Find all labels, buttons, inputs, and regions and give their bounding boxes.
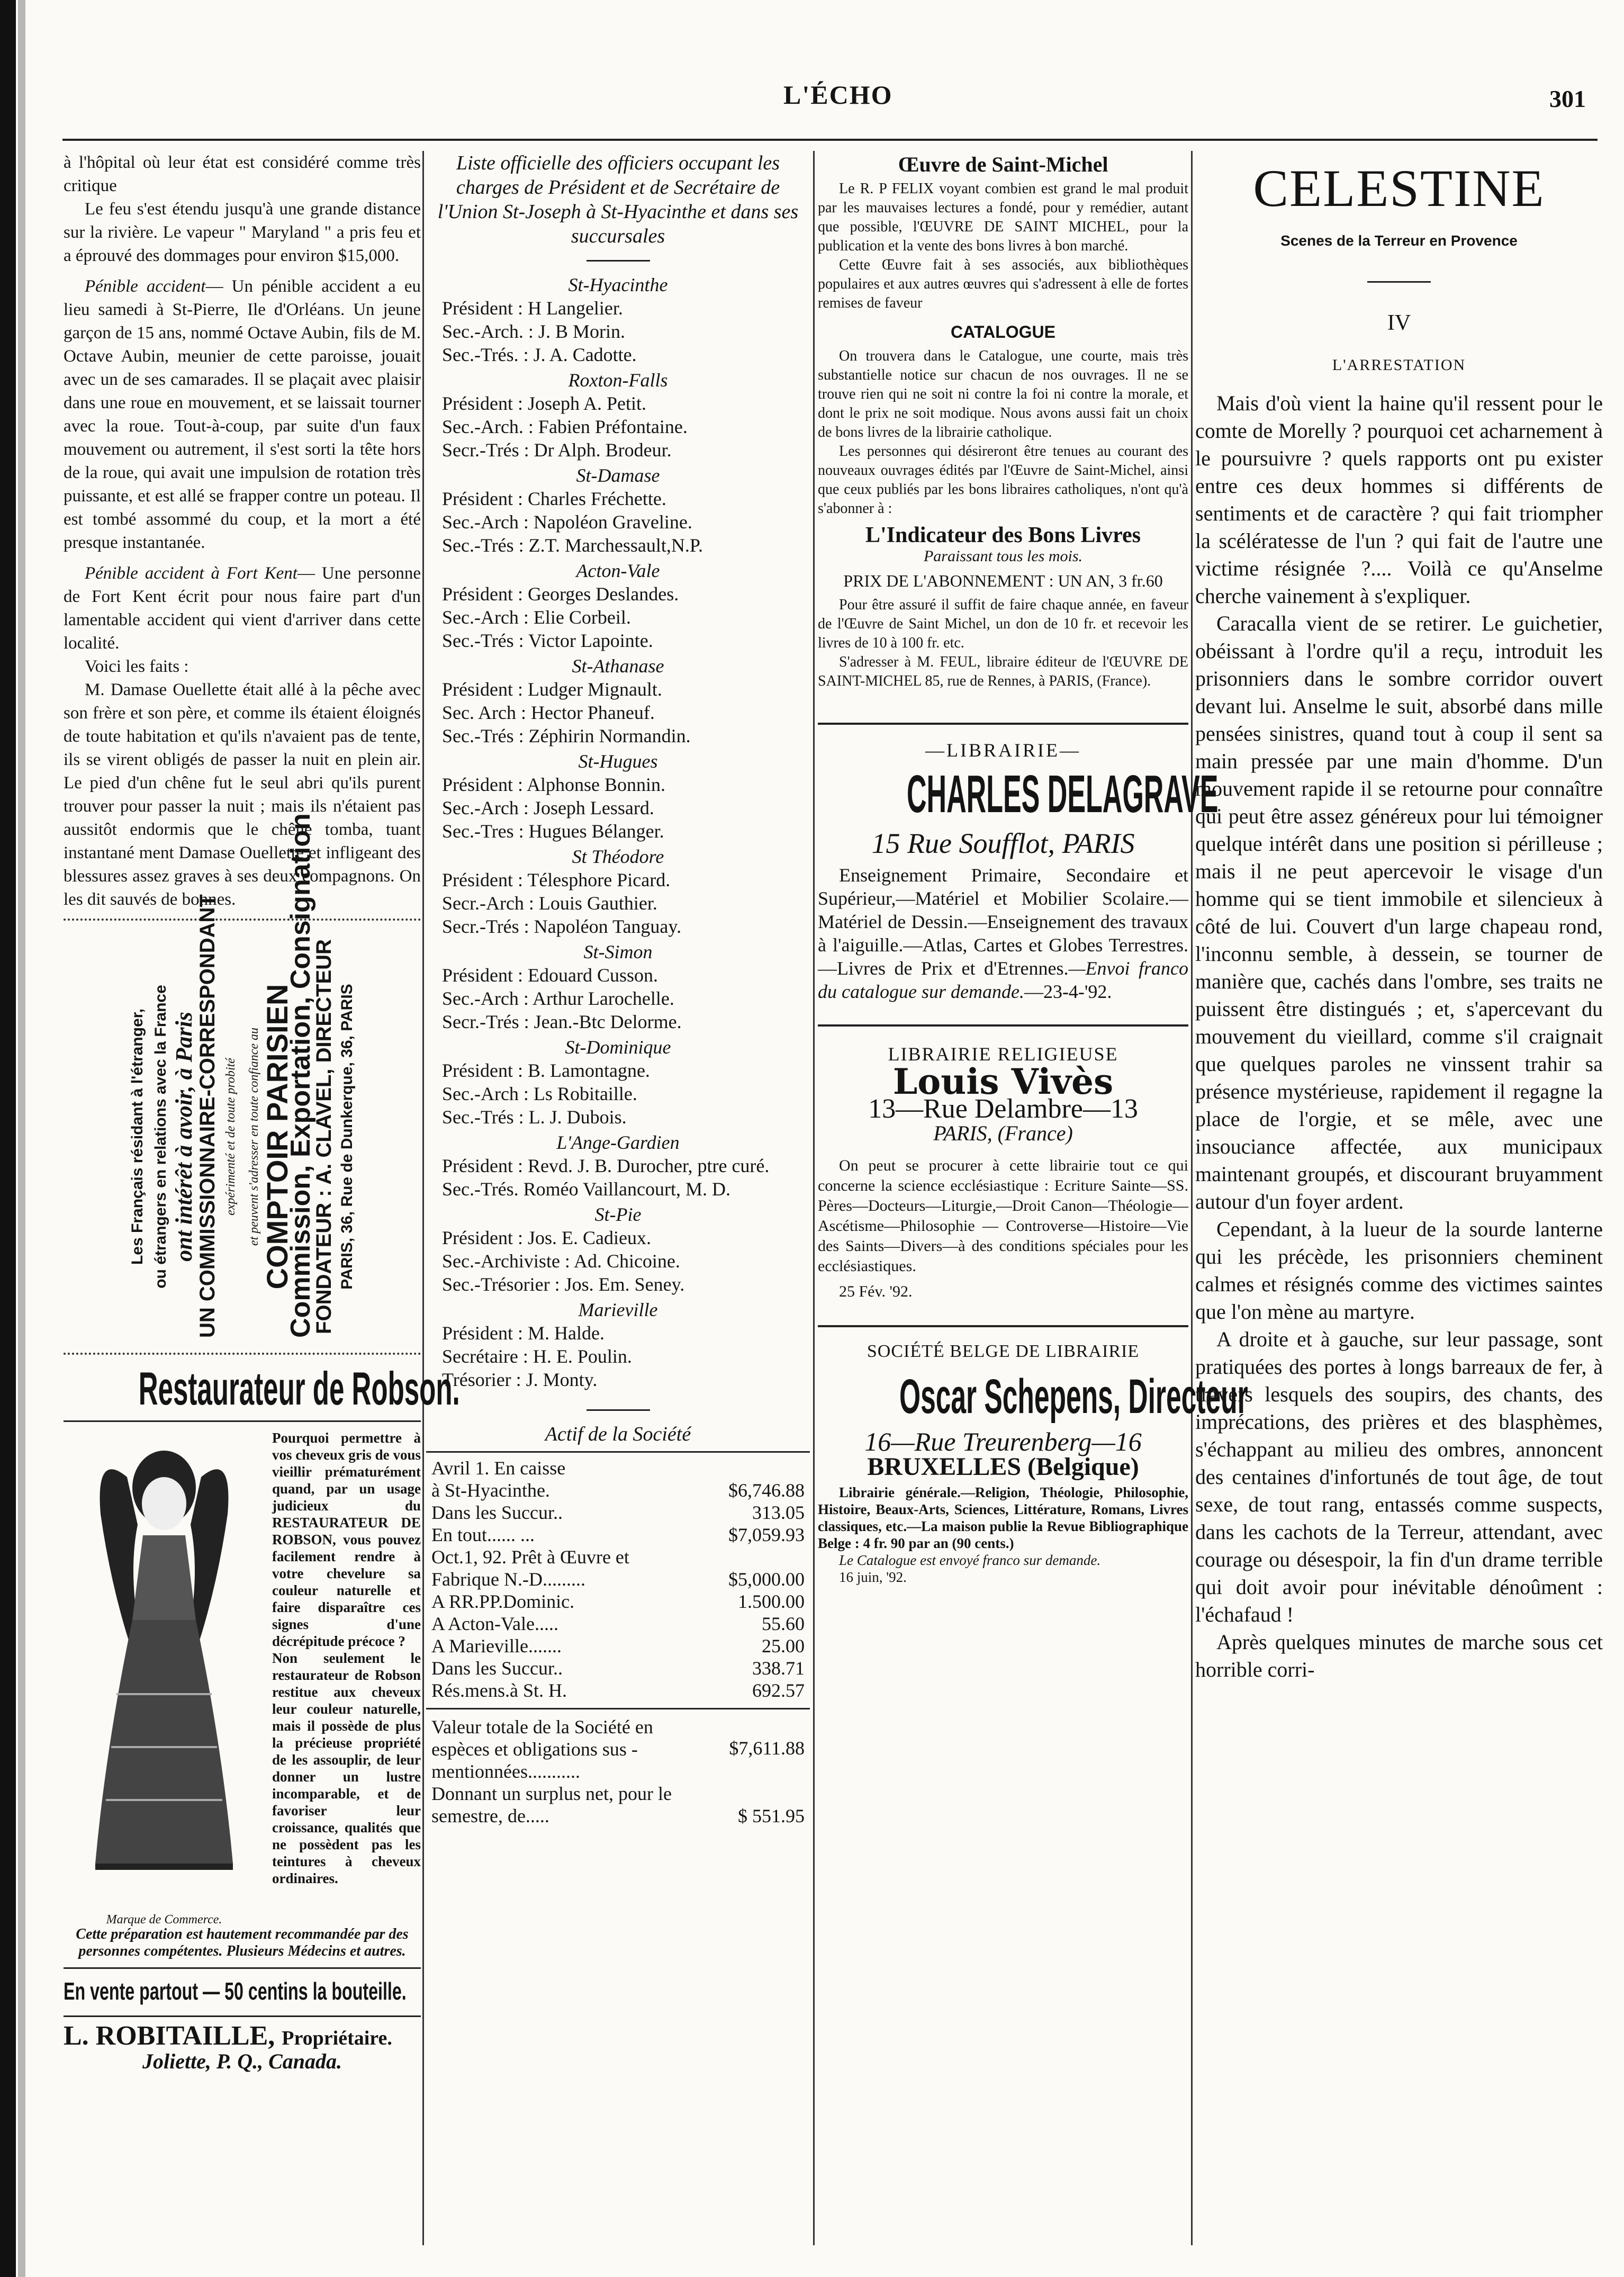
ad-line: et peuvent s'adresser en toute confiance au (247, 1027, 261, 1246)
abonnement-price: PRIX DE L'ABONNEMENT : UN AN, 3 fr.60 (843, 571, 1163, 590)
branch-town: St-Athanase (572, 655, 664, 677)
chapter-title: L'ARRESTATION (1332, 356, 1466, 374)
robson-title: Restaurateur de Robson. (138, 1362, 460, 1415)
officer-line: Président : Jos. E. Cadieux. (442, 1227, 651, 1248)
divider (64, 1353, 421, 1355)
divider (64, 1967, 421, 1969)
binding-edge (0, 0, 16, 2277)
story-text (1195, 390, 1603, 1684)
officer-line: Président : Joseph A. Petit. (442, 393, 646, 414)
ad-line: FONDATEUR : A. CLAVEL, DIRECTEUR (312, 939, 336, 1334)
officer-line: Secr.-Trés : Dr Alph. Brodeur. (442, 439, 672, 461)
officer-line: Sec.-Arch : Elie Corbeil. (442, 607, 631, 628)
officer-line: Sec.-Trés : L. J. Dubois. (442, 1106, 627, 1128)
donnant-label: Donnant un surplus net, pour le semestre, de..... (431, 1783, 672, 1826)
divider (587, 1409, 650, 1411)
officer-line: Président : Revd. J. B. Durocher, ptre curé. (442, 1155, 770, 1176)
officer-line: Sec.-Arch : Arthur Larochelle. (442, 988, 674, 1009)
woman-engraving-icon (64, 1429, 265, 1906)
officer-line: Président : Ludger Mignault. (442, 679, 662, 700)
officer-line: Sec.-Arch. : Fabien Préfontaine. (442, 416, 688, 437)
news-accident-2 (64, 562, 421, 655)
actif-label: Oct.1, 92. Prêt à Œuvre et Fabrique N.-D......... (431, 1546, 629, 1590)
ad-line: UN COMMISSIONNAIRE-CORRESPONDANT (195, 894, 219, 1338)
column-3 (818, 151, 1248, 1586)
divider (818, 1024, 1188, 1027)
robson-price: En vente partout — 50 centins la bouteille. (64, 1977, 407, 2005)
branch-town: Acton-Vale (576, 560, 660, 581)
ad-line: Commission, Exportation, Consignation (285, 813, 316, 1338)
officer-line: Président : Télesphore Picard. (442, 869, 671, 890)
news-paragraph: Voici les faits : (85, 657, 189, 676)
schepens-date: 16 juin, '92. (839, 1569, 907, 1585)
story-paragraph: Cependant, à la lueur de la sourde lanterne qui les précède, les prisonniers cheminent calmes et résignés comme des victimes saintes que l'on mène au martyre. (1195, 1217, 1603, 1324)
robson-title-wrap (64, 1362, 460, 1415)
actif-label: A Acton-Vale..... (431, 1613, 558, 1634)
actif-label: à St-Hyacinthe. (431, 1480, 550, 1501)
branch-town: Marieville (578, 1299, 658, 1320)
actif-amount: $6,746.88 (728, 1480, 805, 1501)
officer-line: Président : Georges Deslandes. (442, 583, 679, 605)
actif-amount: 1.500.00 (738, 1591, 805, 1612)
delagrave-address: 15 Rue Soufflot, PARIS (871, 827, 1135, 859)
actif-amount: 55.60 (762, 1613, 805, 1634)
librairie-address: S'adresser à M. FEUL, libraire éditeur de l'ŒUVRE DE SAINT-MICHEL 85, rue de Rennes, à PARIS, (France). (818, 654, 1188, 689)
catalogue-text: On trouvera dans le Catalogue, une courte, mais très substantielle notice sur chacun de nos ouvrages. Il ne se trouve rien qui ne soit ni contre la foi ni contre la morale, et dont le prix ne soit modique. Nous avons aussi fait un choix de bons livres de la librairie catholique. (818, 348, 1188, 440)
officer-line: Sec.-Trés : Z.T. Marchessault,N.P. (442, 535, 703, 556)
schepens-name-wrap (818, 1367, 1248, 1426)
ad-line: ou étrangers en relations avec la France (151, 985, 169, 1289)
actif-label: Dans les Succur.. (431, 1502, 563, 1523)
robson-text: Non seulement le restaurateur de Robson restitue aux cheveux leur couleur naturelle, mais il possède de plus la précieuse propriété de les assouplir, de leur donner un lustre incomparable, et de favoriser leur croissance, qualités que ne possèdent pas les teintures à cheveux ordinaires. (272, 1650, 421, 1886)
divider (587, 260, 650, 262)
delagrave-name-wrap (818, 764, 1219, 824)
proprietor-title: Propriétaire. (282, 2027, 392, 2049)
divider (818, 723, 1188, 725)
indicateur-title: L'Indicateur des Bons Livres (865, 523, 1141, 547)
valeur-label: Valeur totale de la Société en espèces et obligations sus - mentionnées........... (431, 1716, 653, 1782)
divider (64, 919, 421, 921)
schepens-city: BRUXELLES (Belgique) (867, 1453, 1139, 1481)
valeur-amount: $7,611.88 (729, 1738, 805, 1759)
actif-title: Actif de la Société (545, 1423, 691, 1445)
robson-address: Joliette, P. Q., Canada. (142, 2049, 342, 2073)
catalogue-title: CATALOGUE (951, 322, 1055, 341)
ad-line: Les Français résidant à l'étranger, (128, 1009, 146, 1265)
news-body: — Une personne de Fort Kent écrit pour nous faire part d'un lamentable accident qui vient d'arriver dans cette localité. (64, 564, 421, 653)
news-accident-1 (64, 275, 421, 554)
delagrave-name: CHARLES DELAGRAVE (907, 764, 1219, 824)
robson-price-wrap (64, 1976, 421, 2008)
proprietor-name: L. ROBITAILLE, (64, 2021, 275, 2051)
schepens-text: Librairie générale.—Religion, Théologie, Philosophie, Histoire, Beaux-Arts, Sciences, Littérature, Romans, Livres classiques, etc.—La maison publie la Revue Bibliographique Belge : 4 fr. 90 par an (90 cents.) (818, 1484, 1188, 1551)
oeuvre-title: Œuvre de Saint-Michel (898, 152, 1108, 176)
divider (426, 1708, 810, 1709)
actif-row (431, 1679, 805, 1702)
column-rule (1191, 151, 1193, 2245)
delagrave-body: Enseignement Primaire, Secondaire et Supérieur,—Matériel et Mobilier Scolaire.—Matériel de Dessin.—Enseignement des travaux à l'aiguille.—Atlas, Cartes et Globes Terrestres.—Livres de Prix et d'Etrennes. (818, 865, 1188, 979)
officer-line: Sec.-Trés : Zéphirin Normandin. (442, 725, 691, 746)
divider (64, 2015, 421, 2017)
feuilleton-title: CELESTINE (1253, 159, 1545, 218)
binding-shadow (18, 0, 25, 2277)
religieuse-label: LIBRAIRIE RELIGIEUSE (888, 1043, 1118, 1065)
trademark-label: Marque de Commerce. (106, 1913, 222, 1927)
actif-label: Avril 1. En caisse (431, 1457, 566, 1479)
column-rule (422, 151, 424, 2245)
officer-line: Sec.-Arch. : J. B Morin. (442, 321, 625, 342)
schepens-name: Oscar Schepens, Directeur (899, 1370, 1248, 1424)
branch-town: St-Hugues (578, 751, 658, 772)
actif-row (431, 1501, 805, 1524)
actif-amount: 313.05 (752, 1502, 805, 1523)
actif-row (431, 1546, 805, 1590)
officer-line: Président : B. Lamontagne. (442, 1060, 650, 1081)
actif-amount: $5,000.00 (728, 1569, 805, 1590)
officer-line: Président : Edouard Cusson. (442, 965, 658, 986)
catalogue-text: Les personnes qui désireront être tenues au courant des nouveaux ouvrages édités par l'Œuvre de Saint-Michel, ainsi que ceux publiés par les bons libraires catholiques, n'ont qu'à s'abonner à : (818, 443, 1188, 517)
branch-town: St-Dominique (565, 1037, 671, 1058)
actif-label: A Marieville....... (431, 1635, 562, 1657)
officer-line: Secrétaire : H. E. Poulin. (442, 1346, 632, 1367)
vives-text: On peut se procurer à cette librairie tout ce qui concerne la science ecclésiastique : Ecriture Sainte—SS. Pères—Docteurs—Liturgie,—Droit Canon—Théologie—Ascétisme—Philosophie — Controverse—Histoire—Vie des Saints—Divers—à des conditions spéciales pour les ecclésiastiques. (818, 1157, 1188, 1275)
officer-line: Président : Charles Fréchette. (442, 488, 666, 509)
donnant-row (426, 1783, 810, 1827)
librairie-label: —LIBRAIRIE— (925, 740, 1081, 761)
branch-town: St-Pie (594, 1204, 642, 1225)
vives-date: 25 Fév. '92. (839, 1283, 913, 1300)
news-headline: Pénible accident (85, 277, 206, 296)
column-rule (813, 151, 815, 2245)
chapter-number: IV (1387, 311, 1411, 335)
oeuvre-text: Cette Œuvre fait à ses associés, aux bibliothèques populaires et aux autres œuvres qui s'adressent à elle de fortes remises de faveur (818, 257, 1188, 311)
actif-label: En tout...... ... (431, 1524, 535, 1545)
divider (1367, 281, 1431, 283)
officer-line: Président : H Langelier. (442, 298, 623, 319)
story-paragraph: Mais d'où vient la haine qu'il ressent pour le comte de Morelly ? pourquoi cet acharnement à le poursuivre ? quels rapports ont pu exister entre ces deux hommes si différents de sentiments et de caractère ? qui fait triompher la scélératesse de l'un ? qui fait de l'autre une victime résignée ?.... Voilà ce qu'Anselme cherche vainement à s'expliquer. (1195, 391, 1603, 608)
news-body: — Un pénible accident a eu lieu samedi à St-Pierre, Ile d'Orléans. Un jeune garçon de 15 ans, nommé Octave Aubin, fils de M. Octave Aubin, meunier de cette paroisse, jouait avec un de ses camarades. Il se plaçait avec plaisir dans une roue en mouvement, et se laissait tourner avec la roue. Tout-à-coup, par suite d'un faux mouvement ou autrement, il s'est sorti la tête hors de la roue, qui avait une impulsion de rotation très puissante, et est allé se frapper contre un poteau. Il est tombé assommé du coup, et la mort a été presque instantanée. (64, 277, 421, 552)
comptoir-parisien-ad (64, 813, 421, 1343)
officer-line: Sec.-Trés. : J. A. Cadotte. (442, 344, 637, 365)
actif-label: Dans les Succur.. (431, 1658, 563, 1679)
officer-line: Sec.-Trés : Victor Lapointe. (442, 630, 653, 651)
actif-row (431, 1524, 805, 1546)
story-paragraph: A droite et à gauche, sur leur passage, sont pratiquées des portes à longs barreaux de fer, à travers lesquels des soupirs, des chants, des imprécations, des prières et des blasphèmes, s'échappant au milieu des ombres, annoncent des centaines d'infortunés de tout âge, de tout sexe, de tout rang, entassés comme suspects, dans les cachots de la Terreur, attendant, avec courage ou désespoir, la fin d'un drame terrible qui doit avoir pour inévitable dénoûment : l'échafaud ! (1195, 1327, 1603, 1626)
trademark-illustration (64, 1429, 265, 1927)
actif-label: Rés.mens.à St. H. (431, 1680, 567, 1701)
column-1 (64, 151, 460, 2073)
officer-line: Sec.-Archiviste : Ad. Chicoine. (442, 1250, 680, 1272)
column-4 (1195, 151, 1603, 1684)
branch-town: St-Damase (576, 465, 660, 486)
ad-line: expérimenté et de toute probité (223, 1058, 238, 1216)
delagrave-date: —23-4-'92. (1024, 981, 1112, 1002)
column-2 (426, 151, 810, 1827)
actif-amount: 692.57 (752, 1680, 805, 1701)
ad-line: ont intérêt à avoir, à Paris (170, 1012, 197, 1262)
vives-address: 13—Rue Delambre—13 (868, 1094, 1138, 1124)
actif-row (431, 1657, 805, 1679)
valeur-row (426, 1716, 810, 1783)
branch-town: St-Hyacinthe (568, 274, 668, 295)
divider (818, 1325, 1188, 1327)
schepens-address: 16—Rue Treurenberg—16 (864, 1427, 1142, 1456)
actif-label: A RR.PP.Dominic. (431, 1591, 575, 1612)
ad-rotated-text (126, 813, 359, 1338)
abonnement-note: Pour être assuré il suffit de faire chaque année, en faveur de l'Œuvre de Saint Michel, un don de 10 fr. et recevoir les livres de 10 à 100 fr. etc. (818, 597, 1188, 651)
officer-line: Sec.-Arch : Joseph Lessard. (442, 797, 654, 818)
robson-recommend: Cette préparation est hautement recommandée par des personnes compétentes. Plusieurs Médecins et autres. (76, 1926, 409, 1959)
actif-row (431, 1613, 805, 1635)
branch-town: L'Ange-Gardien (556, 1132, 680, 1153)
branch-town: St-Simon (583, 941, 653, 962)
officer-line: Secr.-Trés : Jean.-Btc Delorme. (442, 1011, 682, 1032)
actif-table (426, 1457, 810, 1702)
ad-line: COMPTOIR PARISIEN (260, 984, 294, 1290)
officer-line: Sec.-Arch : Napoléon Graveline. (442, 511, 692, 533)
officer-line: Sec.-Trésorier : Jos. Em. Seney. (442, 1274, 685, 1295)
news-headline: Pénible accident à Fort Kent (85, 564, 297, 583)
officer-line: Trésorier : J. Monty. (442, 1369, 598, 1390)
branch-town: St Théodore (572, 846, 664, 867)
officer-line: Secr.-Arch : Louis Gauthier. (442, 893, 657, 914)
page-number: 301 (1549, 85, 1586, 112)
robson-proprietor (64, 2021, 421, 2051)
news-paragraph: à l'hôpital où leur état est considéré comme très critique (64, 153, 421, 195)
vives-name: Louis Vivès (892, 1061, 1114, 1102)
divider (64, 1420, 421, 1422)
news-paragraph: M. Damase Ouellette était allé à la pêche avec son frère et son père, et comme ils étaient éloignés de toute habitation et qu'ils n'avaient pas de tente, ils se virent obligés de passer la nuit en plein air. Le pied d'un chêne fut le seul abri qu'ils purent trouver pour passer la nuit ; mais ils n'étaient pas aussitôt endormis que le chêne tomba, tuant instantané ment Damase Ouellette et infligeant des blessures assez graves à ses deux compagnons. On les dit sauvés de bonnes. (64, 680, 421, 909)
delagrave-envoi: —Envoi franco du catalogue sur demande. (818, 958, 1188, 1002)
officer-line: Sec.-Arch : Ls Robitaille. (442, 1083, 637, 1104)
branch-town: Roxton-Falls (568, 370, 668, 391)
ad-line: PARIS, 36, Rue de Dunkerque, 36, PARIS (338, 984, 356, 1290)
delagrave-text (818, 863, 1188, 1003)
robson-text: Pourquoi permettre à vos cheveux gris de vous vieillir prématurément quand, par un usage judicieux du RESTAURATEUR DE ROBSON, vous pouvez facilement rendre à votre chevelure sa couleur naturelle et faire disparaître ces signes d'une décrépitude précoce ? (272, 1430, 421, 1649)
news-paragraph: Le feu s'est étendu jusqu'à une grande distance sur la rivière. Le vapeur " Maryland " a pris feu et a éprouvé des dommages pour environ $15,000. (64, 200, 421, 265)
story-paragraph: Caracalla vient de se retirer. Le guichetier, obéissant à l'ordre qu'il a reçu, introduit les prisonniers dans le sombre corridor ouvert devant lui. Anselme le suit, absorbé dans mille pensées sinistres, quand tout à coup il sent sa main pressée par une main d'homme. D'un mouvement rapide il se retourne pour connaître qui peut être assez généreux pour lui témoigner quelque intérêt dans une position si périlleuse ; mais il ne peut apercevoir le visage d'un homme qui se tient immobile et silencieux à côté de lui. Couvert d'un large chapeau rond, l'inconnu semble, à dessein, se tourner de manière que, cachés dans l'ombre, ses traits ne puissent être distingués ; et, s'apercevant du mouvement du vieillard, comme s'il craignait que quelques paroles ne vinssent trahir sa présence mystérieuse, rapidement il regagne la place de l'orgie, et se mêle, avec une insouciance affectée, aux municipaux maintenant groupés, et discourant bruyamment autour d'un foyer ardent. (1195, 611, 1603, 1213)
oeuvre-text: Le R. P FELIX voyant combien est grand le mal produit par les mauvaises lectures a fondé, pour y remédier, autant que possible, l'ŒUVRE DE SAINT MICHEL, pour la publication et la vente des bons livres à bon marché. (818, 181, 1188, 254)
divider (426, 1451, 810, 1453)
masthead-title: L'ÉCHO (783, 80, 893, 110)
officer-line: Sec.-Trés. Roméo Vaillancourt, M. D. (442, 1178, 730, 1200)
actif-amount: $7,059.93 (728, 1524, 805, 1545)
actif-amount: 338.71 (752, 1658, 805, 1679)
story-paragraph: Après quelques minutes de marche sous cet horrible corri- (1195, 1630, 1603, 1681)
actif-row (431, 1457, 805, 1479)
indicateur-subtitle: Paraissant tous les mois. (923, 547, 1083, 565)
actif-amount: 25.00 (762, 1635, 805, 1657)
officer-line: Sec. Arch : Hector Phaneuf. (442, 702, 655, 723)
donnant-amount: $ 551.95 (738, 1805, 805, 1826)
actif-row (431, 1590, 805, 1613)
officer-line: Secr.-Trés : Napoléon Tanguay. (442, 916, 682, 937)
header-rule (62, 139, 1598, 141)
officer-line: Président : Alphonse Bonnin. (442, 774, 665, 795)
officers-list-intro: Liste officielle des officiers occupant les charges de Président et de Secrétaire de l'Union St-Joseph à St-Hyacinthe et dans ses succursales (437, 152, 799, 247)
actif-row (431, 1635, 805, 1657)
belge-label: SOCIÉTÉ BELGE DE LIBRAIRIE (867, 1342, 1140, 1361)
vives-city: PARIS, (France) (933, 1121, 1073, 1145)
officer-line: Président : M. Halde. (442, 1322, 605, 1344)
schepens-note: Le Catalogue est envoyé franco sur demande. (839, 1552, 1101, 1568)
feuilleton-subtitle: Scenes de la Terreur en Provence (1280, 232, 1518, 249)
officer-line: Sec.-Tres : Hugues Bélanger. (442, 821, 664, 842)
branches-list (426, 273, 810, 1391)
actif-row (431, 1479, 805, 1501)
